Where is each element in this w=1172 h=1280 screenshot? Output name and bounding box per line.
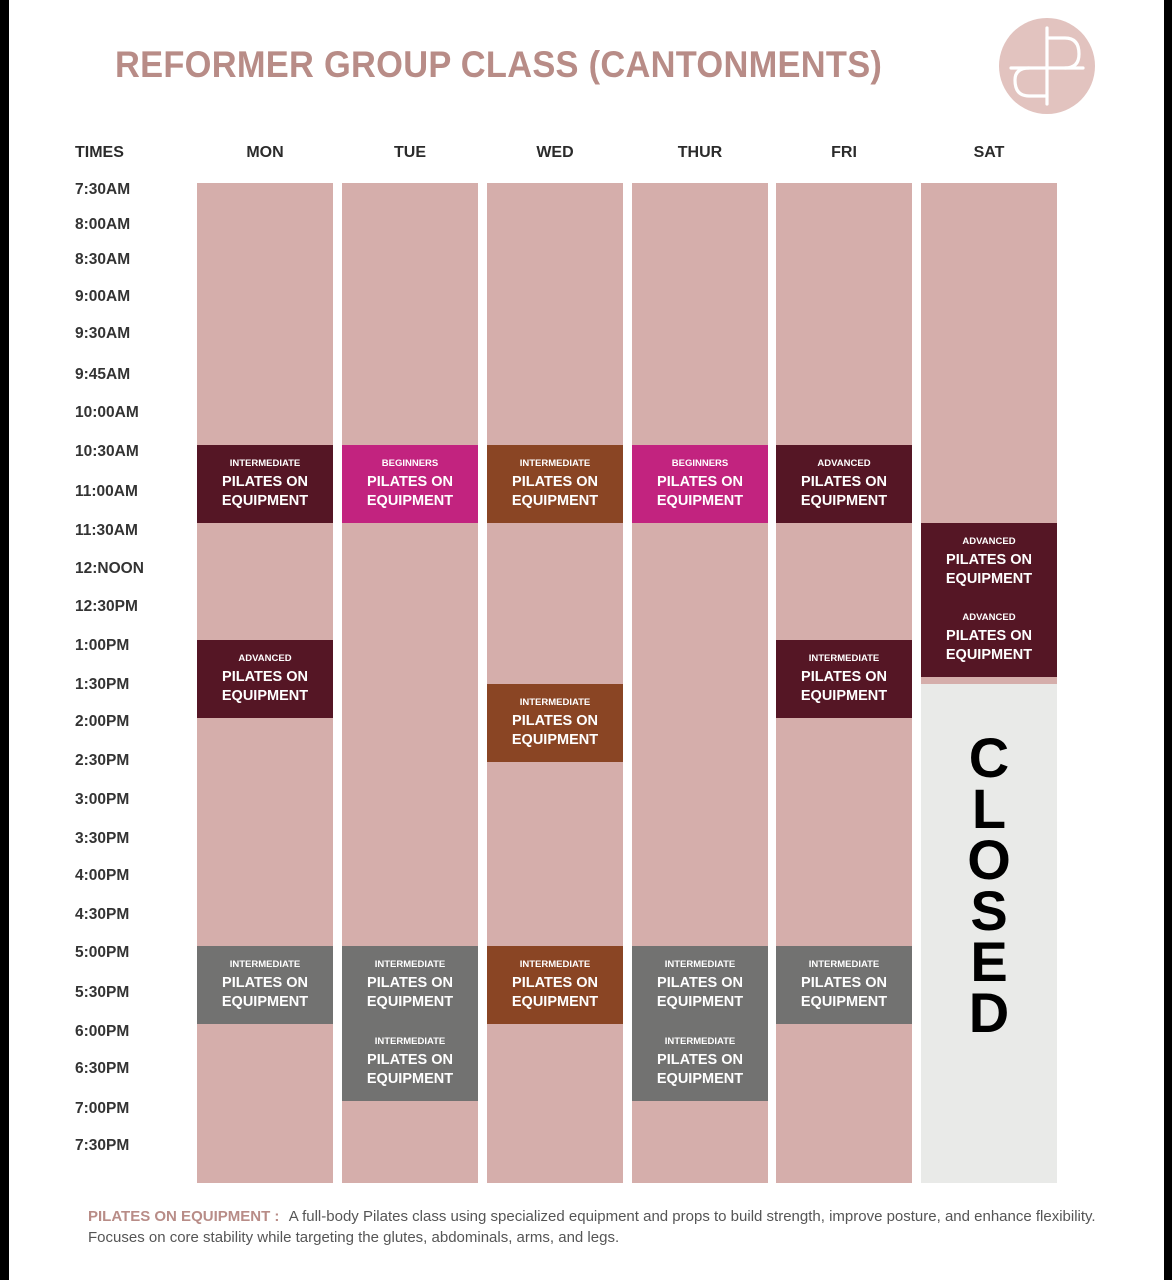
day-column-wed — [487, 183, 623, 1183]
day-header-tue: TUE — [394, 144, 426, 161]
class-block[interactable] — [776, 640, 912, 718]
class-block[interactable] — [487, 946, 623, 1024]
class-level: INTERMEDIATE — [808, 958, 880, 970]
studio-logo-icon — [997, 16, 1097, 116]
footnote-text: A full-body Pilates class using specialized equipment and props to build strength, improve posture, and enhance flexibility. Focuses on core stability while targeting the glutes, abdominals, arms, and legs. — [88, 1208, 1096, 1246]
class-block[interactable] — [632, 946, 768, 1024]
class-block[interactable] — [487, 684, 623, 762]
time-label: 4:30PM — [75, 906, 130, 923]
time-label: 1:00PM — [75, 637, 130, 654]
class-block[interactable] — [487, 445, 623, 523]
class-level: INTERMEDIATE — [519, 457, 591, 469]
class-block[interactable] — [342, 1023, 478, 1101]
class-block[interactable] — [197, 946, 333, 1024]
class-level: INTERMEDIATE — [229, 958, 301, 970]
class-name: PILATES ON EQUIPMENT — [511, 473, 599, 509]
class-level: INTERMEDIATE — [374, 958, 446, 970]
class-name: PILATES ON EQUIPMENT — [800, 974, 888, 1010]
time-label: 12:30PM — [75, 598, 138, 615]
class-level: ADVANCED — [962, 611, 1016, 623]
class-block[interactable] — [342, 445, 478, 523]
footnote-term: PILATES ON EQUIPMENT : — [88, 1208, 280, 1225]
time-label: 7:00PM — [75, 1100, 130, 1117]
time-label: 1:30PM — [75, 676, 130, 693]
day-column-tue — [342, 183, 478, 1183]
day-header-thur: THUR — [677, 144, 723, 161]
class-block[interactable] — [197, 445, 333, 523]
class-name: PILATES ON EQUIPMENT — [800, 668, 888, 704]
time-label: 5:30PM — [75, 984, 130, 1001]
time-label: 7:30PM — [75, 1137, 130, 1154]
class-level: INTERMEDIATE — [374, 1035, 446, 1047]
class-level: INTERMEDIATE — [664, 1035, 736, 1047]
class-block[interactable] — [921, 523, 1057, 601]
time-label: 7:30AM — [75, 181, 131, 198]
time-label: 6:30PM — [75, 1060, 130, 1077]
class-block[interactable] — [776, 445, 912, 523]
time-label: 2:00PM — [75, 713, 130, 730]
day-header-fri: FRI — [831, 144, 857, 161]
day-header-wed: WED — [536, 144, 574, 161]
class-name: PILATES ON EQUIPMENT — [221, 974, 309, 1010]
class-level: BEGINNERS — [671, 457, 729, 469]
time-label: 3:00PM — [75, 791, 130, 808]
footnote — [88, 1206, 1118, 1248]
time-label: 9:00AM — [75, 288, 131, 305]
time-label: 11:30AM — [75, 522, 138, 539]
time-label: 3:30PM — [75, 830, 130, 847]
class-level: INTERMEDIATE — [519, 958, 591, 970]
class-name: PILATES ON EQUIPMENT — [656, 1051, 744, 1087]
time-label: 8:30AM — [75, 251, 131, 268]
day-header-mon: MON — [246, 144, 284, 161]
class-name: PILATES ON EQUIPMENT — [221, 473, 309, 509]
time-label: 11:00AM — [75, 483, 138, 500]
time-label: 2:30PM — [75, 752, 130, 769]
time-label: 12:NOON — [75, 560, 144, 577]
class-level: INTERMEDIATE — [808, 652, 880, 664]
times-header: TIMES — [75, 144, 124, 161]
class-level: ADVANCED — [238, 652, 292, 664]
day-column-sat — [921, 183, 1057, 1183]
class-level: ADVANCED — [817, 457, 871, 469]
class-level: BEGINNERS — [381, 457, 439, 469]
class-block[interactable] — [632, 1023, 768, 1101]
day-column-fri — [776, 183, 912, 1183]
closed-panel — [921, 684, 1057, 1183]
day-column-mon — [197, 183, 333, 1183]
closed-vertical-text: C L O S E D — [967, 726, 1011, 1044]
class-block[interactable] — [342, 946, 478, 1024]
class-name: PILATES ON EQUIPMENT — [366, 1051, 454, 1087]
class-block[interactable] — [776, 946, 912, 1024]
class-name: PILATES ON EQUIPMENT — [366, 473, 454, 509]
class-block[interactable] — [197, 640, 333, 718]
class-name: PILATES ON EQUIPMENT — [656, 974, 744, 1010]
class-name: PILATES ON EQUIPMENT — [511, 974, 599, 1010]
time-label: 8:00AM — [75, 216, 131, 233]
class-block[interactable] — [921, 599, 1057, 677]
class-name: PILATES ON EQUIPMENT — [945, 627, 1033, 663]
time-label: 10:30AM — [75, 443, 139, 460]
schedule-sheet — [9, 0, 1164, 1280]
day-column-thur — [632, 183, 768, 1183]
class-name: PILATES ON EQUIPMENT — [800, 473, 888, 509]
class-name: PILATES ON EQUIPMENT — [656, 473, 744, 509]
class-level: INTERMEDIATE — [664, 958, 736, 970]
time-label: 5:00PM — [75, 944, 130, 961]
class-level: INTERMEDIATE — [519, 696, 591, 708]
page-title: REFORMER GROUP CLASS (CANTONMENTS) — [115, 44, 883, 85]
class-level: INTERMEDIATE — [229, 457, 301, 469]
class-name: PILATES ON EQUIPMENT — [221, 668, 309, 704]
day-header-sat: SAT — [973, 144, 1005, 161]
class-name: PILATES ON EQUIPMENT — [511, 712, 599, 748]
class-block[interactable] — [632, 445, 768, 523]
class-name: PILATES ON EQUIPMENT — [945, 551, 1033, 587]
time-label: 9:45AM — [75, 366, 131, 383]
class-level: ADVANCED — [962, 535, 1016, 547]
class-name: PILATES ON EQUIPMENT — [366, 974, 454, 1010]
time-label: 4:00PM — [75, 867, 130, 884]
time-label: 10:00AM — [75, 404, 139, 421]
time-label: 9:30AM — [75, 325, 131, 342]
time-label: 6:00PM — [75, 1023, 130, 1040]
